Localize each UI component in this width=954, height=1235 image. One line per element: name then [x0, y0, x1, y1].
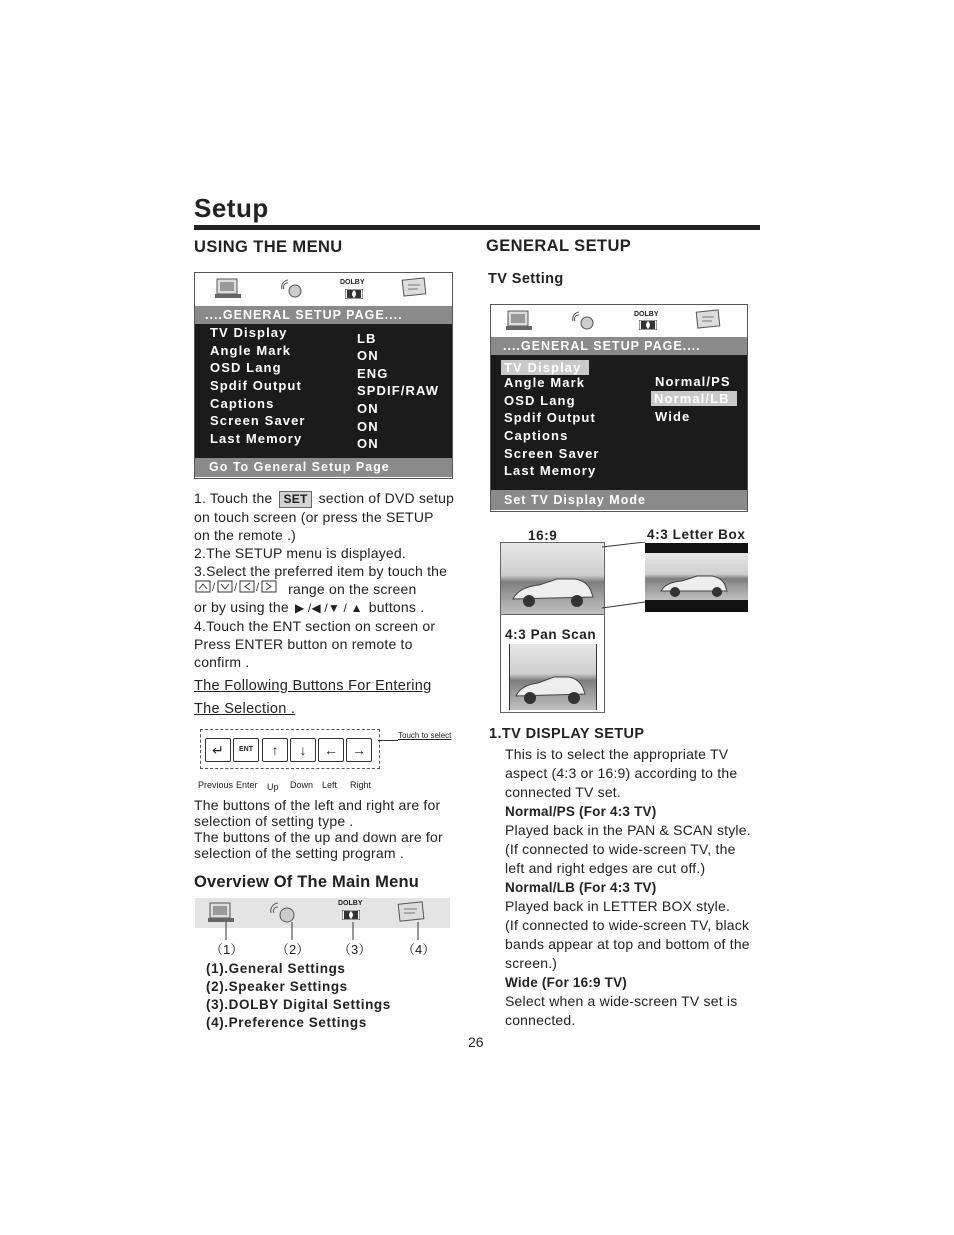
touch-to-select-leader — [378, 740, 398, 741]
overview-item-3: (3).DOLBY Digital Settings — [206, 997, 391, 1012]
tv-desc-1: This is to select the appropriate TV — [505, 746, 729, 762]
ud-text-1: The buttons of the up and down are for — [194, 829, 443, 845]
tv-desc-2: aspect (4:3 or 16:9) according to the — [505, 765, 738, 781]
label-pan-scan: 4:3 Pan Scan — [505, 627, 597, 642]
enter-button[interactable]: ENT — [233, 738, 259, 762]
menu-value-angle-mark: ON — [357, 348, 379, 363]
wide-desc-2: connected. — [505, 1012, 576, 1028]
step4-text-a: 4.Touch the ENT section on screen or — [194, 618, 436, 634]
car-icon — [501, 543, 604, 614]
menu-value-tv-display: LB — [357, 331, 377, 346]
page-title: Setup — [194, 193, 269, 223]
menu-item-tv-display[interactable]: TV Display — [210, 325, 288, 340]
image-16-9-frame — [500, 542, 605, 615]
up-button[interactable]: ↑ — [262, 738, 288, 762]
menu-bottom-bar: Set TV Display Mode — [491, 490, 747, 510]
dolby-label: DOLBY — [338, 900, 363, 907]
step4-text-b: Press ENTER button on remote to — [194, 636, 413, 652]
dolby-label: DOLBY — [634, 311, 659, 318]
speaker-settings-icon — [280, 279, 306, 299]
arrow-buttons-icon: ▶ /◀ /▼ / ▲ — [294, 601, 363, 615]
range-buttons-icon — [194, 580, 280, 594]
general-settings-icon — [213, 277, 243, 301]
car-photo-16-9 — [501, 543, 604, 614]
tv-desc-3: connected TV set. — [505, 784, 621, 800]
menu-body — [491, 355, 747, 490]
step3-text-d: buttons . — [368, 599, 425, 615]
button-description — [194, 797, 469, 861]
image-letter-box-frame — [645, 543, 748, 612]
step4-text-c: confirm . — [194, 654, 250, 670]
wide-desc-1: Select when a wide-screen TV set is — [505, 993, 738, 1009]
option-normal-ps[interactable]: Normal/PS — [655, 374, 731, 389]
tv-display-setup-text — [505, 745, 767, 1030]
lb-desc-1: Played back in LETTER BOX style. — [505, 898, 731, 914]
right-label: Right — [350, 780, 372, 790]
menu-value-captions: ON — [357, 401, 379, 416]
menu-top-bar: ....GENERAL SETUP PAGE.... — [491, 337, 747, 355]
menu-body — [195, 324, 452, 458]
title-rule — [194, 225, 760, 230]
tv-display-setup-heading: 1.TV DISPLAY SETUP — [489, 726, 645, 742]
tv-setting-subheading: TV Setting — [488, 271, 564, 287]
menu-value-osd-lang: ENG — [357, 366, 389, 381]
car-icon — [645, 553, 748, 600]
menu-item-spdif-output[interactable]: Spdif Output — [210, 378, 302, 393]
range-icons — [194, 580, 282, 598]
overview-num-2: （2） — [276, 942, 310, 957]
option-wide[interactable]: Wide — [655, 409, 691, 424]
menu-item-screen-saver[interactable]: Screen Saver — [504, 446, 600, 461]
lr-text-2: selection of setting type . — [194, 813, 354, 829]
dolby-icon — [345, 289, 363, 299]
dolby-label: DOLBY — [340, 279, 365, 286]
right-button[interactable]: → — [346, 738, 372, 762]
menu-value-screen-saver: ON — [357, 419, 379, 434]
touch-to-select-label: Touch to select — [398, 731, 452, 740]
menu-value-spdif-output: SPDIF/RAW — [357, 383, 440, 398]
svg-text:/: / — [234, 582, 238, 594]
menu-item-last-memory[interactable]: Last Memory — [504, 463, 597, 478]
menu-item-tv-display[interactable]: TV Display — [501, 360, 589, 375]
general-setup-menu-screen — [194, 272, 453, 479]
dolby-icon — [639, 320, 657, 330]
menu-item-captions[interactable]: Captions — [210, 396, 275, 411]
dolby-icon — [342, 910, 360, 920]
left-label: Left — [322, 780, 338, 790]
lr-text-1: The buttons of the left and right are for — [194, 797, 441, 813]
car-photo-pan-scan — [510, 644, 596, 710]
ps-title: Normal/PS (For 4:3 TV) — [505, 804, 657, 819]
enter-label: Enter — [236, 780, 258, 790]
set-button[interactable]: SET — [279, 491, 313, 508]
previous-label: Previous — [198, 780, 234, 790]
svg-text:/: / — [212, 582, 216, 594]
speaker-settings-icon — [269, 902, 299, 924]
image-pan-scan-frame — [500, 612, 605, 713]
down-button[interactable]: ↓ — [290, 738, 316, 762]
pan-scan-crop — [509, 644, 597, 710]
speaker-settings-icon — [571, 311, 599, 331]
following-buttons-line2: The Selection . — [194, 701, 296, 717]
steps-text — [194, 489, 469, 671]
step2-text: 2.The SETUP menu is displayed. — [194, 545, 406, 561]
lb-desc-3: bands appear at top and bottom of the — [505, 936, 750, 952]
menu-item-last-memory[interactable]: Last Memory — [210, 431, 303, 446]
menu-item-screen-saver[interactable]: Screen Saver — [210, 413, 306, 428]
lb-desc-2: (If connected to wide-screen TV, black — [505, 917, 750, 933]
lb-title: Normal/LB (For 4:3 TV) — [505, 880, 657, 895]
step1-text-b: section of DVD setup — [318, 490, 455, 506]
overview-num-1: （1） — [210, 942, 244, 957]
ud-text-2: selection of the setting program . — [194, 845, 404, 861]
step1-text-a: 1. Touch the — [194, 490, 273, 506]
overview-heading: Overview Of The Main Menu — [194, 873, 420, 891]
menu-item-angle-mark[interactable]: Angle Mark — [210, 343, 292, 358]
connector-lines — [602, 542, 647, 614]
preference-settings-icon — [400, 277, 430, 301]
overview-item-4: (4).Preference Settings — [206, 1015, 367, 1030]
label-16-9: 16:9 — [528, 528, 558, 543]
wide-title: Wide (For 16:9 TV) — [505, 975, 627, 990]
step1-text-d: on the remote .) — [194, 527, 297, 543]
following-buttons-line1: The Following Buttons For Entering — [194, 678, 432, 694]
down-label: Down — [290, 780, 314, 790]
menu-item-captions[interactable]: Captions — [504, 428, 569, 443]
tv-setting-menu-screen — [490, 304, 748, 512]
menu-item-spdif-output[interactable]: Spdif Output — [504, 410, 596, 425]
option-normal-lb[interactable]: Normal/LB — [651, 391, 737, 406]
lb-desc-4: screen.) — [505, 955, 558, 971]
menu-item-osd-lang[interactable]: OSD Lang — [210, 360, 282, 375]
menu-top-bar: ....GENERAL SETUP PAGE.... — [195, 306, 452, 324]
menu-bottom-bar: Go To General Setup Page — [195, 458, 452, 477]
car-icon — [510, 644, 596, 710]
car-photo-letter-box — [645, 553, 748, 600]
preference-settings-icon — [693, 309, 725, 333]
overview-num-4: （4） — [402, 942, 436, 957]
overview-item-1: (1).General Settings — [206, 961, 346, 976]
label-letter-box: 4:3 Letter Box — [647, 527, 746, 542]
menu-item-angle-mark[interactable]: Angle Mark — [504, 375, 586, 390]
overview-list — [206, 960, 391, 1032]
step3-text-a: 3.Select the preferred item by touch the — [194, 563, 448, 579]
general-setup-heading: GENERAL SETUP — [486, 237, 632, 255]
step1-text-c: on touch screen (or press the SETUP — [194, 509, 434, 525]
svg-text:/: / — [256, 582, 260, 594]
using-menu-heading: USING THE MENU — [194, 238, 343, 256]
general-settings-icon — [503, 309, 535, 333]
up-label: Up — [267, 782, 279, 792]
overview-item-2: (2).Speaker Settings — [206, 979, 348, 994]
previous-button[interactable]: ↵ — [205, 738, 231, 762]
ps-desc-1: Played back in the PAN & SCAN style. — [505, 822, 751, 838]
ps-desc-2: (If connected to wide-screen TV, the — [505, 841, 736, 857]
menu-value-last-memory: ON — [357, 436, 379, 451]
overview-num-3: （3） — [338, 942, 372, 957]
step3-text-c: or by using the — [194, 599, 289, 615]
left-button[interactable]: ← — [318, 738, 344, 762]
page-number: 26 — [468, 1034, 484, 1050]
ps-desc-3: left and right edges are cut off.) — [505, 860, 706, 876]
step3-text-b: range on the screen — [288, 581, 417, 597]
menu-item-osd-lang[interactable]: OSD Lang — [504, 393, 576, 408]
